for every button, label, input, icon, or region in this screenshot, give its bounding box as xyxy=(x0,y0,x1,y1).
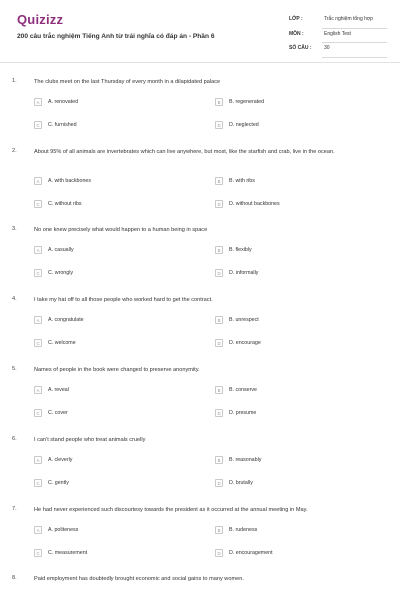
question-number: 2. xyxy=(12,148,17,154)
worksheet-meta xyxy=(287,14,387,58)
answer-option-d[interactable] xyxy=(215,200,365,210)
worksheet-title: 200 câu trắc nghiệm Tiếng Anh từ trái nghĩa có đáp án - Phần 6 xyxy=(17,33,215,40)
option-text: B. rudeness xyxy=(229,527,258,533)
option-letter: C xyxy=(36,550,40,556)
question-text: Paid employment has doubtedly brought economic and social gains to many women. xyxy=(34,576,244,582)
answer-option-a[interactable] xyxy=(34,316,184,326)
option-text: C. cover xyxy=(48,410,68,416)
answer-option-b[interactable] xyxy=(215,98,365,108)
option-letter: D xyxy=(217,410,221,416)
option-text: A. politeness xyxy=(48,527,79,533)
question-text: He had never experienced such discourtesy towards the president as it occurred at the annual meeting in May. xyxy=(34,507,308,513)
meta-divider xyxy=(322,57,387,58)
meta-label: SỐ CÂU : xyxy=(289,45,312,51)
answer-option-b[interactable] xyxy=(215,526,365,536)
answer-option-d[interactable] xyxy=(215,339,365,349)
meta-label: LỚP : xyxy=(289,16,303,22)
worksheet-header xyxy=(0,0,400,63)
option-text: D. brutally xyxy=(229,480,253,486)
meta-row-subject xyxy=(287,29,387,44)
option-letter: C xyxy=(36,340,40,346)
answer-option-b[interactable] xyxy=(215,177,365,187)
option-letter: B xyxy=(217,99,221,105)
meta-row-count xyxy=(287,43,387,58)
answer-option-a[interactable] xyxy=(34,177,184,187)
option-letter: B xyxy=(217,527,221,533)
option-text: B. conserve xyxy=(229,387,257,393)
option-letter: C xyxy=(36,122,40,128)
option-letter: C xyxy=(36,201,40,207)
option-text: A. congratulate xyxy=(48,317,84,323)
option-text: C. welcome xyxy=(48,340,76,346)
option-letter: D xyxy=(217,340,221,346)
meta-value: English Test xyxy=(324,30,351,37)
option-text: D. without backbones xyxy=(229,201,280,207)
answer-option-d[interactable] xyxy=(215,549,365,559)
option-letter: D xyxy=(217,201,221,207)
question-number: 3. xyxy=(12,226,17,232)
answer-option-d[interactable] xyxy=(215,479,365,489)
option-letter: A xyxy=(36,457,40,463)
option-letter: A xyxy=(36,387,40,393)
option-letter: A xyxy=(36,527,40,533)
answer-option-a[interactable] xyxy=(34,526,184,536)
answer-option-d[interactable] xyxy=(215,121,365,131)
question-number: 6. xyxy=(12,436,17,442)
option-text: D. encouragement xyxy=(229,550,273,556)
meta-value: 30 xyxy=(324,45,330,51)
option-text: C. without ribs xyxy=(48,201,82,207)
question-number: 1. xyxy=(12,78,17,84)
answer-option-c[interactable] xyxy=(34,479,184,489)
option-text: D. encourage xyxy=(229,340,261,346)
option-letter: C xyxy=(36,410,40,416)
option-letter: B xyxy=(217,457,221,463)
question-text: The clubs meet on the last Thursday of every month in a dilapidated palace xyxy=(34,79,221,85)
option-text: D. presume xyxy=(229,410,257,416)
meta-row-class xyxy=(287,14,387,29)
option-text: C. measurement xyxy=(48,550,88,556)
question-number: 4. xyxy=(12,296,17,302)
option-text: D. informally xyxy=(229,270,259,276)
option-letter: D xyxy=(217,270,221,276)
answer-option-c[interactable] xyxy=(34,269,184,279)
question-number: 8. xyxy=(12,575,17,581)
option-letter: A xyxy=(36,247,40,253)
answer-option-d[interactable] xyxy=(215,269,365,279)
option-letter: B xyxy=(217,178,221,184)
option-letter: A xyxy=(36,317,40,323)
question-number: 5. xyxy=(12,366,17,372)
option-letter: C xyxy=(36,270,40,276)
option-letter: D xyxy=(217,480,221,486)
answer-option-a[interactable] xyxy=(34,386,184,396)
option-text: B. flexibly xyxy=(229,247,252,253)
option-letter: B xyxy=(217,387,221,393)
option-letter: A xyxy=(36,99,40,105)
option-text: A. cleverly xyxy=(48,457,73,463)
option-letter: D xyxy=(217,550,221,556)
answer-option-a[interactable] xyxy=(34,246,184,256)
option-letter: B xyxy=(217,247,221,253)
answer-option-b[interactable] xyxy=(215,246,365,256)
answer-option-c[interactable] xyxy=(34,409,184,419)
question-number: 7. xyxy=(12,506,17,512)
option-text: C. furnished xyxy=(48,122,77,128)
answer-option-c[interactable] xyxy=(34,121,184,131)
option-text: C. gently xyxy=(48,480,69,486)
answer-option-b[interactable] xyxy=(215,316,365,326)
question-text: I can't stand people who treat animals cruelly xyxy=(34,437,146,443)
answer-option-a[interactable] xyxy=(34,98,184,108)
option-letter: A xyxy=(36,178,40,184)
answer-option-c[interactable] xyxy=(34,339,184,349)
option-text: A. renovated xyxy=(48,99,79,105)
option-text: B. with ribs xyxy=(229,178,255,184)
question-text: No one knew precisely what would happen to a human being in space xyxy=(34,227,208,233)
answer-option-d[interactable] xyxy=(215,409,365,419)
question-text: About 95% of all animals are invertebrates which can live anywhere, but most, like the starfish and crab, live in the ocean. xyxy=(34,149,335,155)
answer-option-c[interactable] xyxy=(34,200,184,210)
option-letter: C xyxy=(36,480,40,486)
option-text: B. reasonably xyxy=(229,457,262,463)
quizizz-logo: Quizizz xyxy=(17,12,64,27)
option-text: A. with backbones xyxy=(48,178,91,184)
option-text: D. neglected xyxy=(229,122,259,128)
option-letter: B xyxy=(217,317,221,323)
option-letter: D xyxy=(217,122,221,128)
question-text: Names of people in the book were changed to preserve anonymity. xyxy=(34,367,200,373)
option-text: A. casually xyxy=(48,247,74,253)
option-text: A. reveal xyxy=(48,387,69,393)
option-text: B. unrespect xyxy=(229,317,259,323)
answer-option-a[interactable] xyxy=(34,456,184,466)
meta-label: MÔN : xyxy=(289,30,304,37)
option-text: C. wrongly xyxy=(48,270,74,276)
answer-option-c[interactable] xyxy=(34,549,184,559)
answer-option-b[interactable] xyxy=(215,386,365,396)
answer-option-b[interactable] xyxy=(215,456,365,466)
question-text: I take my hat off to all those people who worked hard to get the contract. xyxy=(34,297,213,303)
option-text: B. regenerated xyxy=(229,99,265,105)
meta-value: Trắc nghiệm tổng hợp xyxy=(324,16,373,22)
